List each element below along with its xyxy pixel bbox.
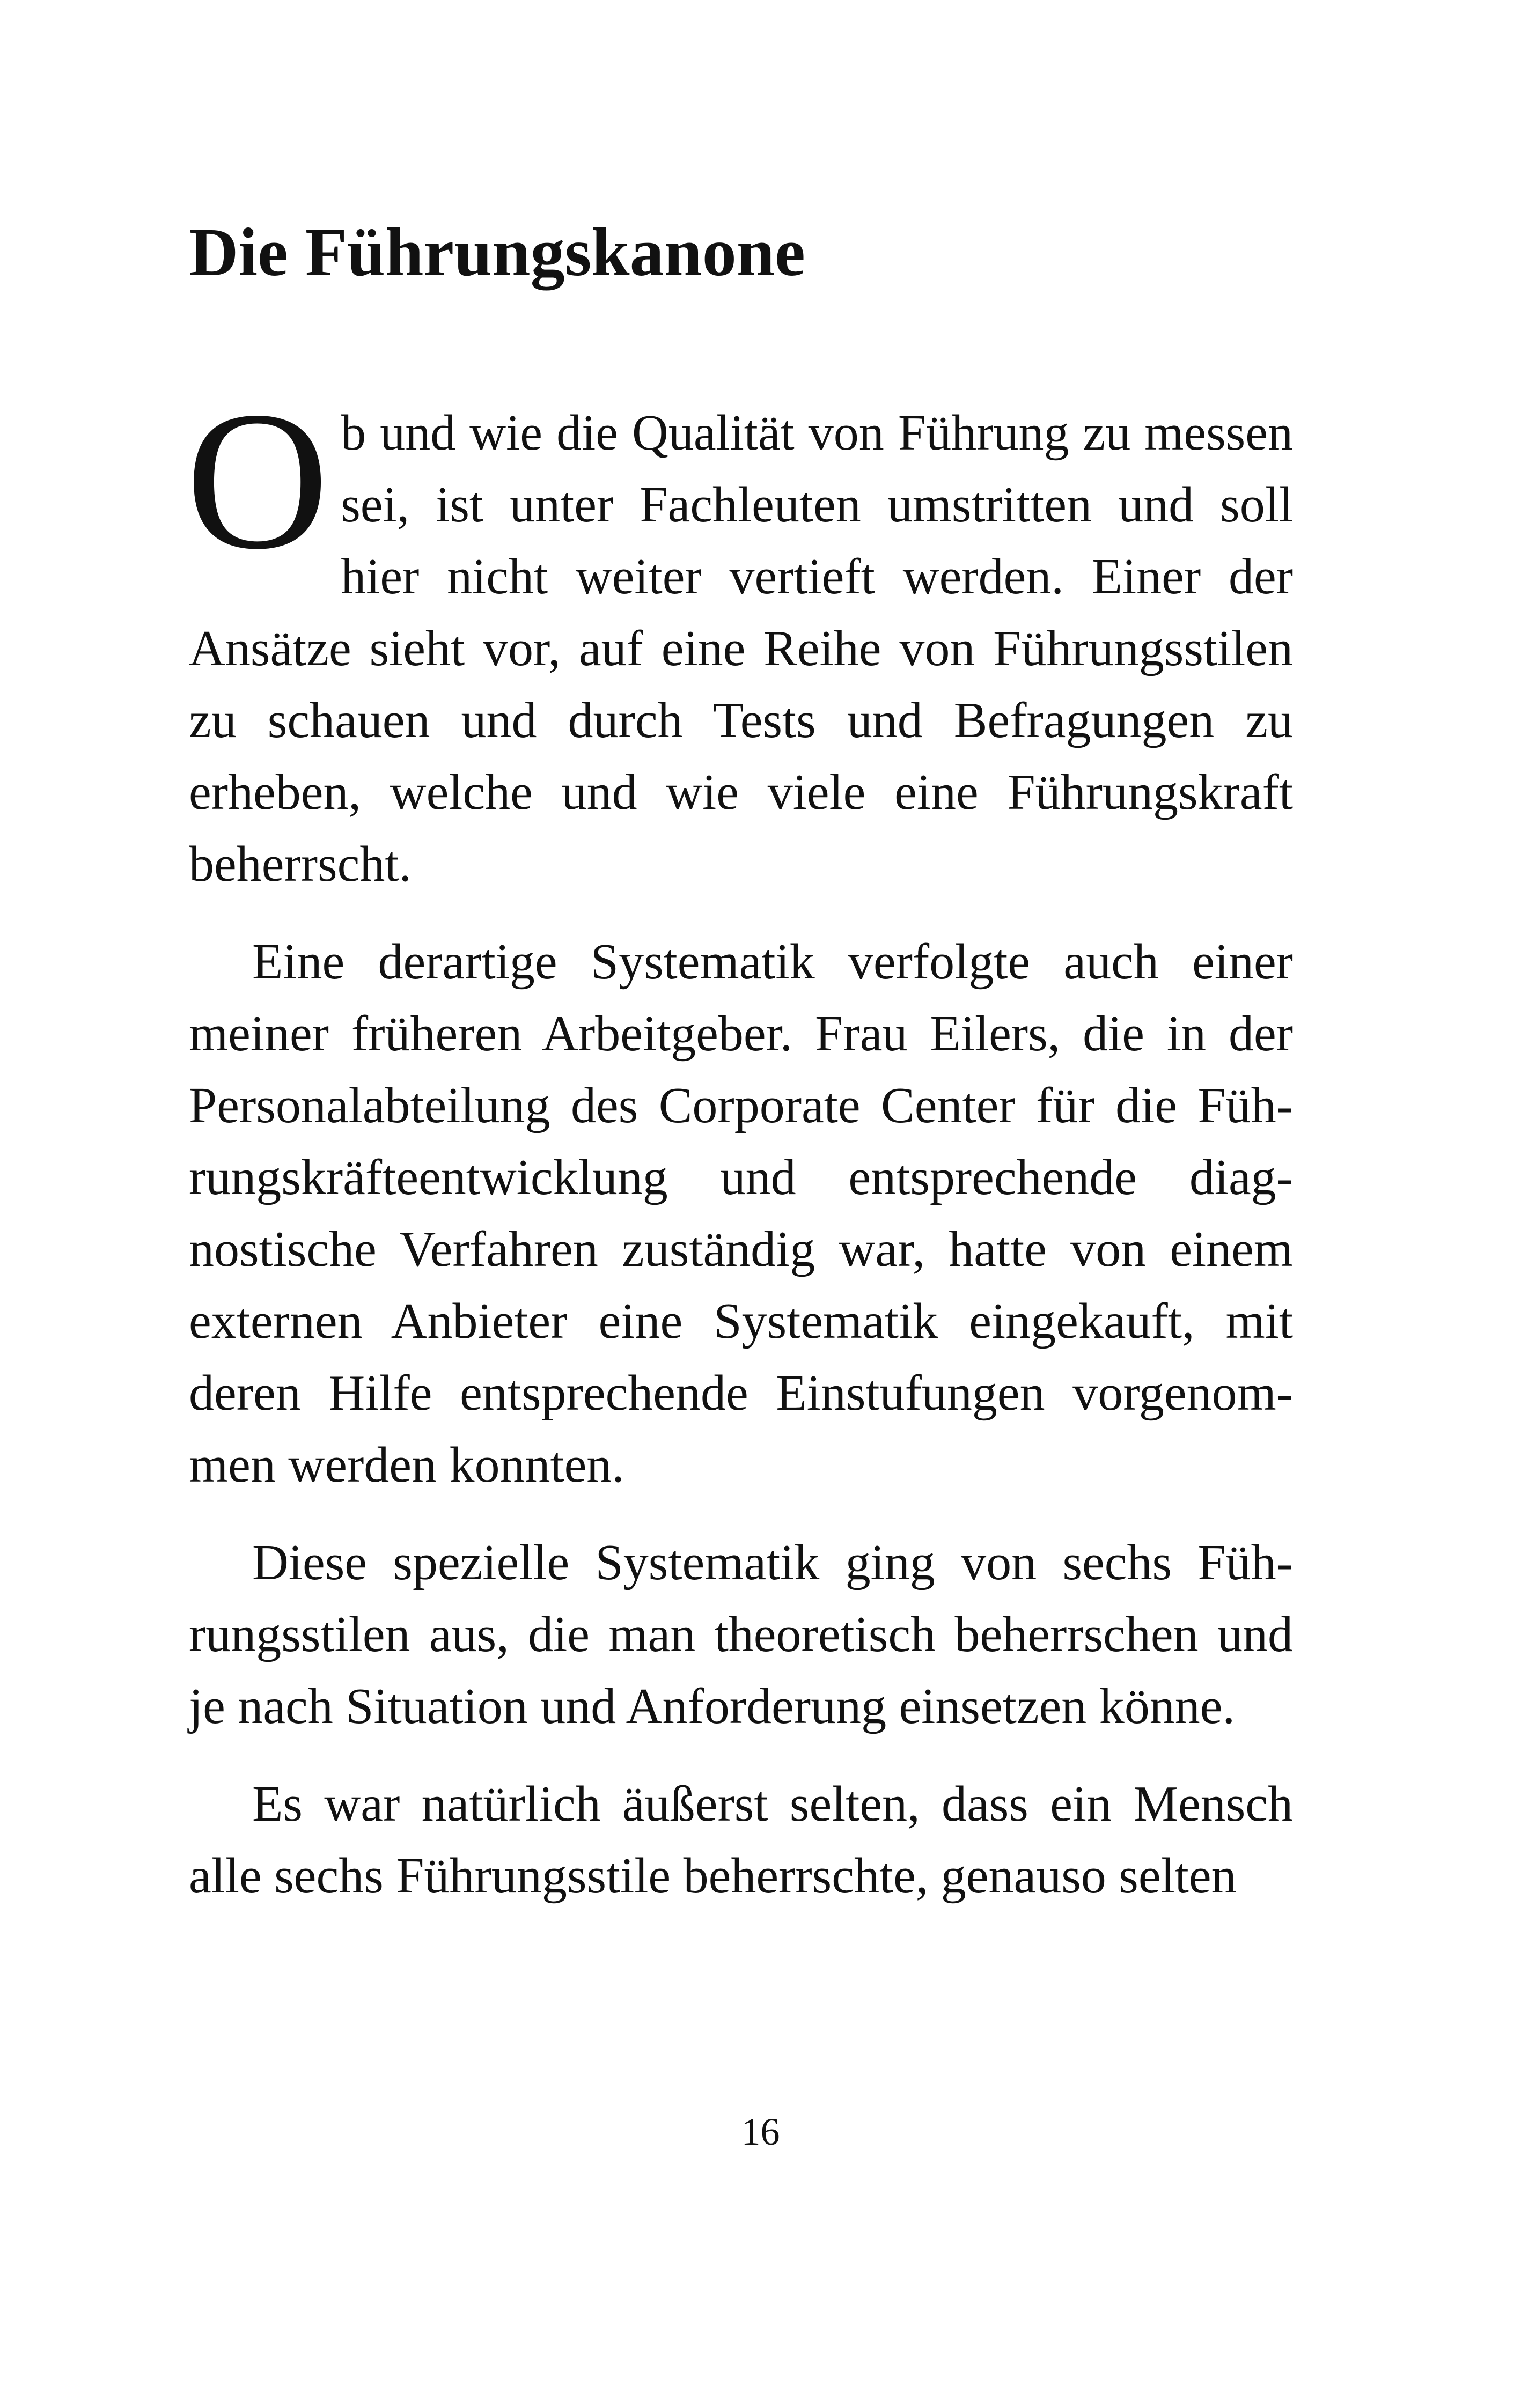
paragraph-3: Diese spezielle Systematik ging von sechs Führungsstilen aus, die man theoretisch beherrschen und je nach Situation und Anforderung einsetzen könne. [189,1535,1293,1734]
paragraph-1-text: b und wie die Qualität von Führung zu messen sei, ist unter Fachleuten umstritten und soll hier nicht weiter vertieft werden. Einer der Ansätze sieht vor, auf eine Reihe von Führungsstilen zu schauen und durch Tests und Befragungen zu erheben, welche und wie viele eine Führungskraft beherrscht. [189,405,1293,892]
chapter-title: Die Führungskanone [189,214,805,290]
body-text [186,371,1293,1912]
drop-cap: O [186,371,329,591]
paragraph-2: Eine derartige Systematik verfolgte auch einer meiner früheren Arbeitgeber. Frau Eilers, die in der Personalabteilung des Corporate Center für die Führungskräfteentwicklung und entsprechende diagnostische Verfahren zuständig war, hatte von einem externen Anbieter eine Systematik eingekauft, mit deren Hilfe entsprechende Einstufungen vorgenommen werden konnten. [189,934,1293,1493]
page-number: 16 [741,2110,780,2153]
paragraph-1 [186,371,1293,900]
paragraph-4: Es war natürlich äußerst selten, dass ein Mensch alle sechs Führungsstile beherrschte, genauso selten [189,1776,1293,1904]
